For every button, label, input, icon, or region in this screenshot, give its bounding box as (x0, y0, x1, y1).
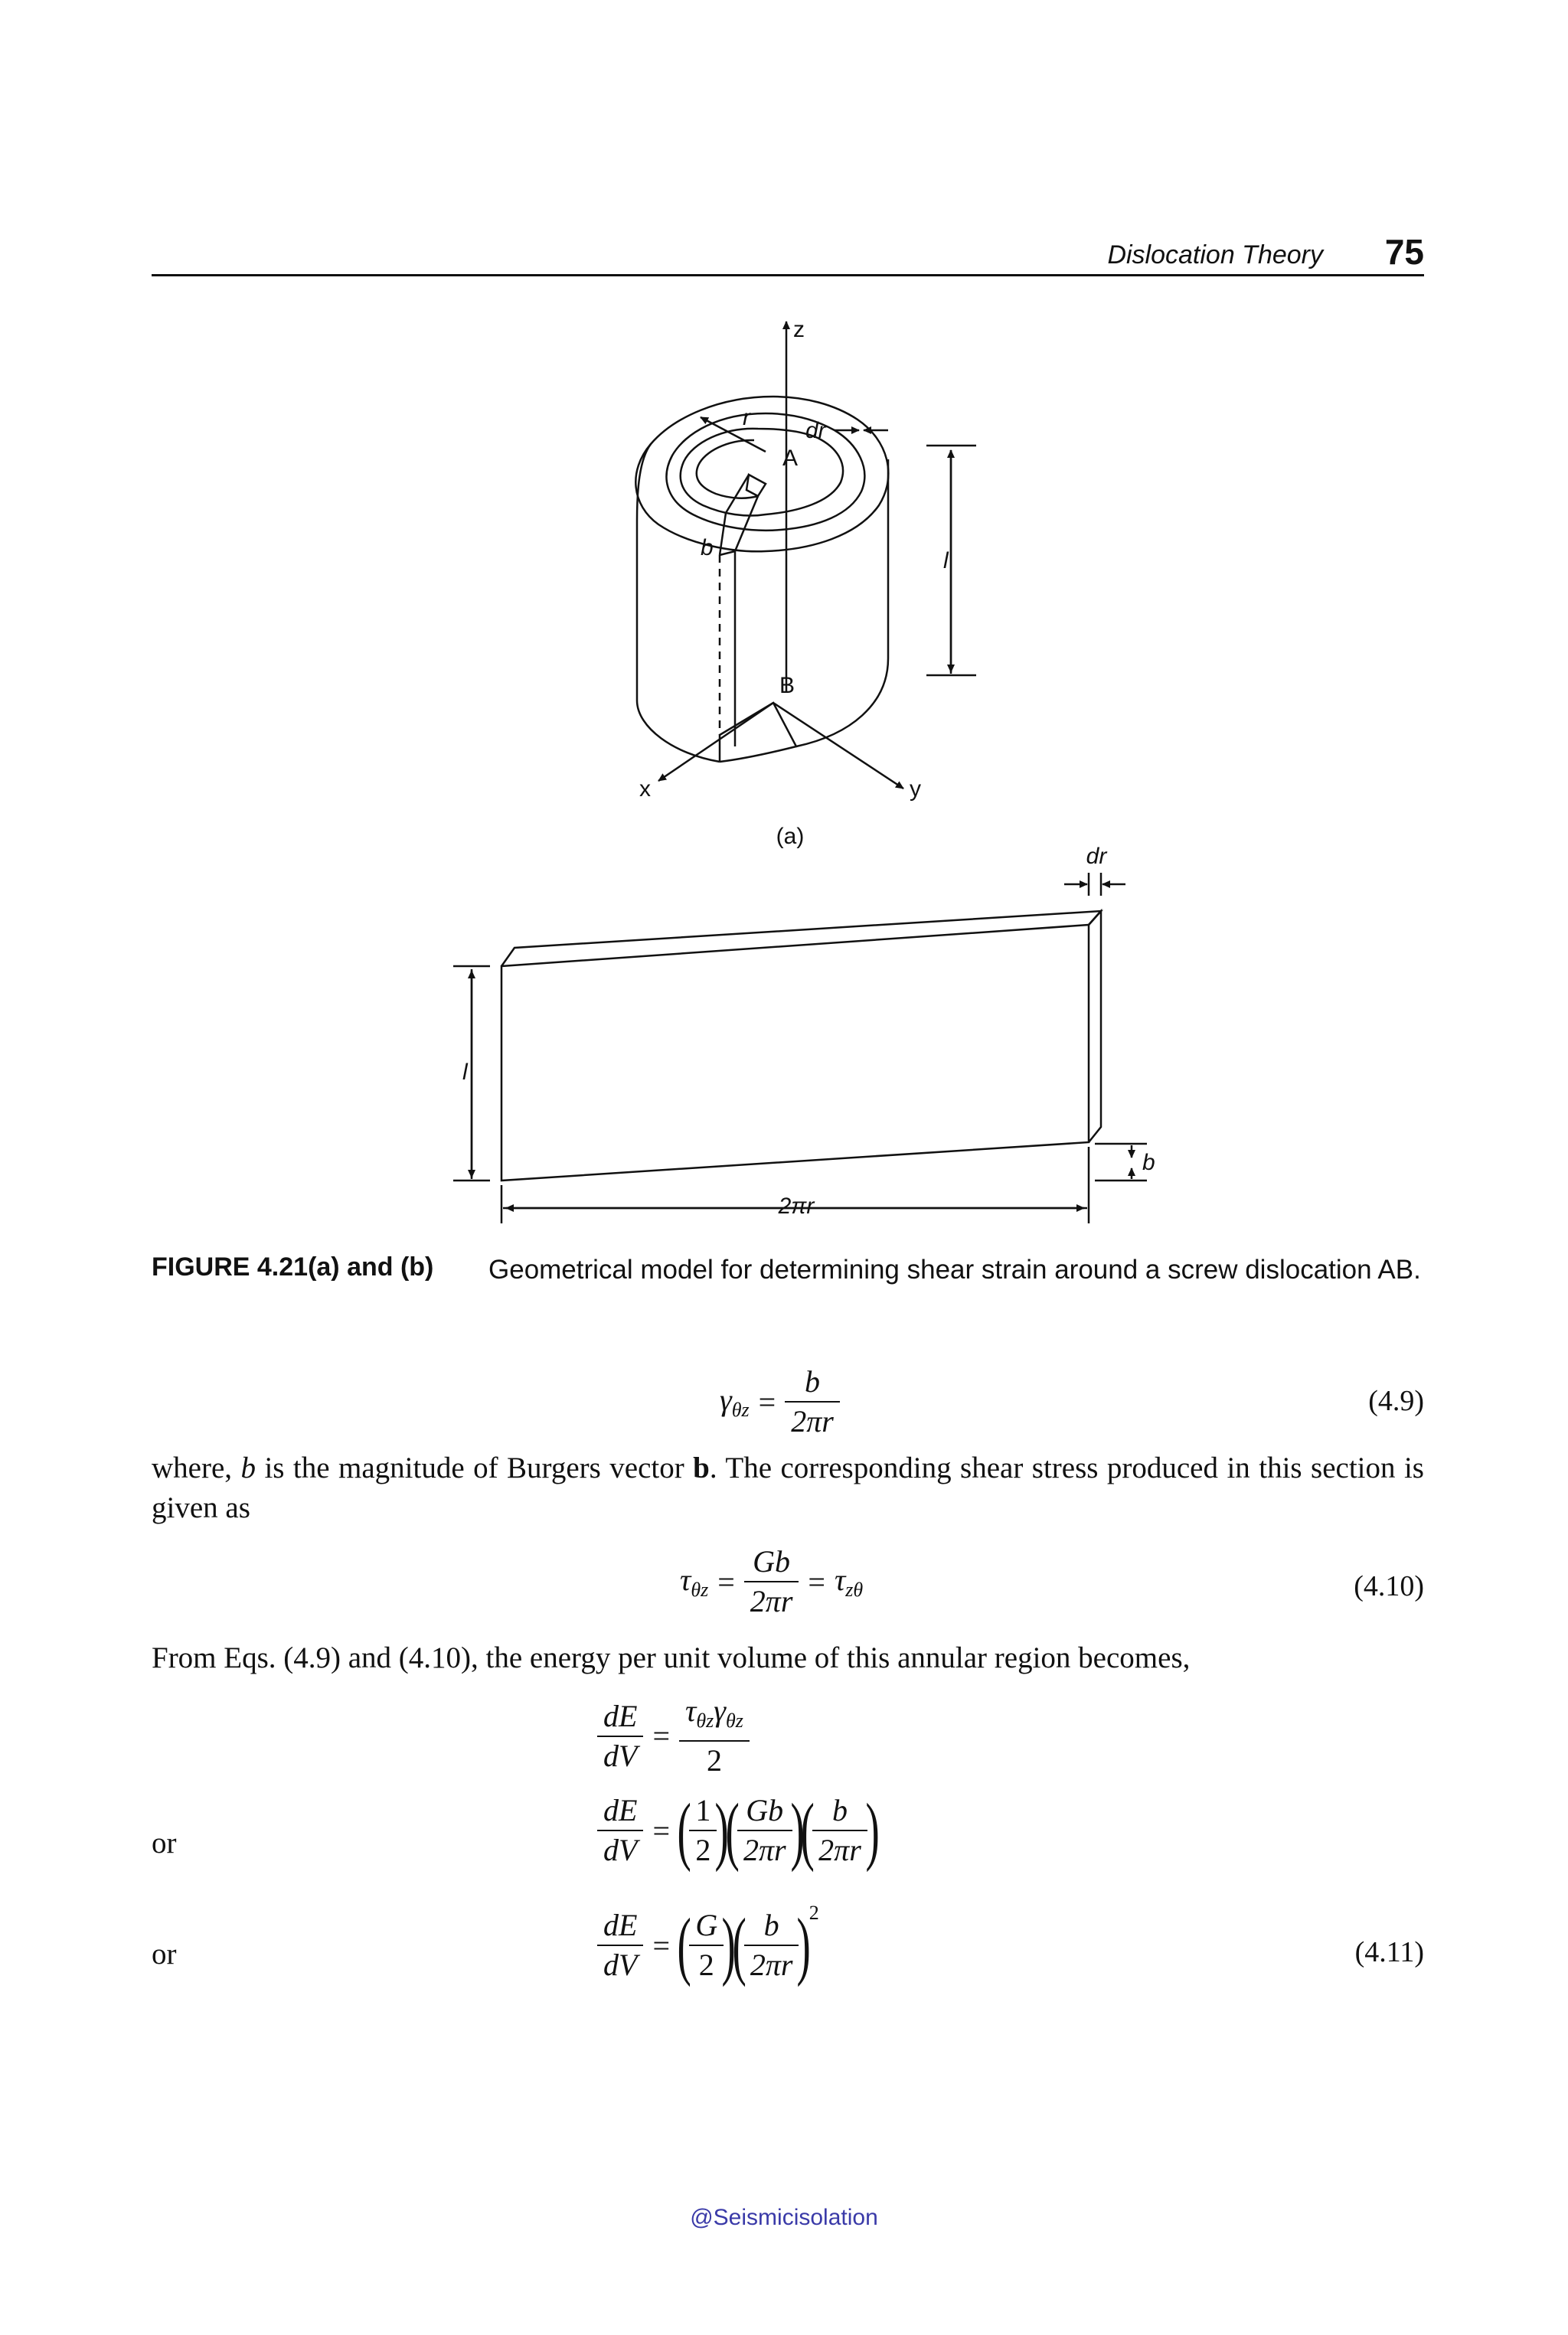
eq411-f2-num: b (763, 1908, 779, 1942)
energy2-f2-num: Gb (746, 1793, 784, 1827)
para1-part3: . The corresponding shear stress produced in this section is given as (152, 1452, 1424, 1524)
paragraph-burgers (152, 1448, 1424, 1528)
energy2-lhs-den: dV (603, 1833, 638, 1867)
eq49-lhs: γ (720, 1383, 732, 1417)
eq411-f2-den: 2πr (750, 1948, 793, 1982)
para1-part2: is the magnitude of Burgers vector (255, 1452, 694, 1484)
equation-energy-2: $\frac{dE}{dV}$ = ( $\frac{1}{2}$ ) ( $\frac{Gb}{2\pi r}$ ) ( $\frac{b}{2\pi r}$ ) (597, 1791, 877, 1870)
eq49-num: b (805, 1364, 821, 1399)
label-dr-a: dr (805, 418, 826, 443)
label-axis-y: y (910, 776, 921, 802)
radius-arrow (701, 417, 766, 452)
energy1-lhs-den: dV (603, 1738, 638, 1773)
eq410-num: Gb (753, 1544, 791, 1579)
label-axis-z: z (793, 317, 805, 342)
eq411-exponent: 2 (808, 1902, 819, 1924)
running-title: Dislocation Theory (1107, 240, 1323, 269)
eq411-f1-den: 2 (698, 1948, 714, 1982)
cylinder-outer-top (635, 397, 888, 551)
equation-number-4-9: (4.9) (1368, 1385, 1424, 1417)
label-B: B (779, 673, 795, 698)
eq410-lhs: τ (680, 1563, 691, 1597)
axis-y-line (773, 703, 903, 789)
energy2-lhs-num: dE (603, 1793, 638, 1827)
eq410-den: 2πr (750, 1584, 793, 1618)
prefix-or-2: or (152, 1938, 177, 1971)
equation-4-11: $\frac{dE}{dV}$ = ( $\frac{G}{2}$ ) ( $\frac{b}{2\pi r}$ ) 2 (597, 1906, 819, 1984)
eq411-lhs-den: dV (603, 1948, 638, 1982)
eq49-den: 2πr (791, 1404, 834, 1439)
eq410-rhs-sub: zθ (845, 1579, 864, 1601)
label-r: r (743, 405, 750, 430)
energy2-f1-den: 2 (695, 1833, 711, 1867)
watermark: @Seismicisolation (690, 2205, 878, 2230)
label-l-a: l (943, 548, 949, 573)
label-b-b: b (1142, 1150, 1155, 1175)
energy1-den: 2 (706, 1743, 722, 1778)
page-number: 75 (1384, 232, 1424, 272)
figure-part-b-labels (462, 844, 1155, 1240)
eq410-lhs-sub: θz (691, 1579, 709, 1601)
sublabel-a: (a) (776, 824, 805, 849)
eq49-lhs-sub: θz (731, 1399, 750, 1421)
energy1-gamma: γ (714, 1693, 726, 1728)
energy1-tau: τ (685, 1693, 697, 1728)
para1-b-italic: b (240, 1452, 256, 1484)
figure-part-a (635, 322, 976, 789)
label-A: A (782, 446, 799, 471)
equation-number-4-10: (4.10) (1354, 1570, 1424, 1602)
energy1-tau-sub: θz (696, 1710, 714, 1732)
para1-part1: where, (152, 1452, 241, 1484)
label-axis-x: x (639, 776, 651, 802)
cylinder-left-side (637, 444, 720, 762)
label-dr-b: dr (1086, 844, 1107, 869)
equation-number-4-11: (4.11) (1354, 1936, 1424, 1968)
energy2-f3-den: 2πr (818, 1833, 861, 1867)
slab-top-face (501, 911, 1101, 966)
figure-part-b (453, 873, 1147, 1223)
label-b-a: b (701, 535, 714, 560)
eq410-rhs: τ (834, 1563, 846, 1597)
slab-right-face (1089, 911, 1101, 1142)
eq411-f1-num: G (695, 1908, 718, 1942)
equation-4-10: $\tau_{\theta z}$ = $\frac{Gb}{2\pi r}$ = $\tau_{z\theta}$ (680, 1544, 864, 1618)
paragraph-energy: From Eqs. (4.9) and (4.10), the energy per unit volume of this annular region becomes, (152, 1641, 1191, 1674)
slab-front-face (501, 925, 1089, 1181)
cut-face (746, 475, 766, 496)
cylinder-right-side (796, 459, 888, 746)
energy2-f1-num: 1 (689, 1791, 717, 1831)
axis-x-line (658, 703, 773, 781)
label-2pir: 2πr (778, 1194, 815, 1219)
figure-part-a-labels (639, 317, 949, 849)
figure-caption-text: Geometrical model for determining shear strain around a screw dislocation AB. (488, 1255, 1421, 1285)
para1-b-bold: b (693, 1452, 710, 1484)
energy1-lhs-num: dE (603, 1698, 638, 1733)
energy1-gamma-sub: θz (725, 1710, 743, 1732)
figure-caption-label: FIGURE 4.21(a) and (b) (152, 1252, 434, 1282)
eq411-lhs-num: dE (603, 1908, 638, 1942)
equation-energy-1: $\frac{dE}{dV}$ = $\frac{\tau_{\theta z}\gamma_{\theta z}}{2}$ (597, 1692, 750, 1780)
energy2-f2-den: 2πr (743, 1833, 786, 1867)
energy2-f3-num: b (831, 1793, 848, 1827)
label-l-b: l (462, 1060, 468, 1085)
prefix-or-1: or (152, 1827, 177, 1860)
equation-4-9: $\gamma_{\theta z}$ = $\frac{b}{2\pi r}$ (720, 1363, 840, 1441)
